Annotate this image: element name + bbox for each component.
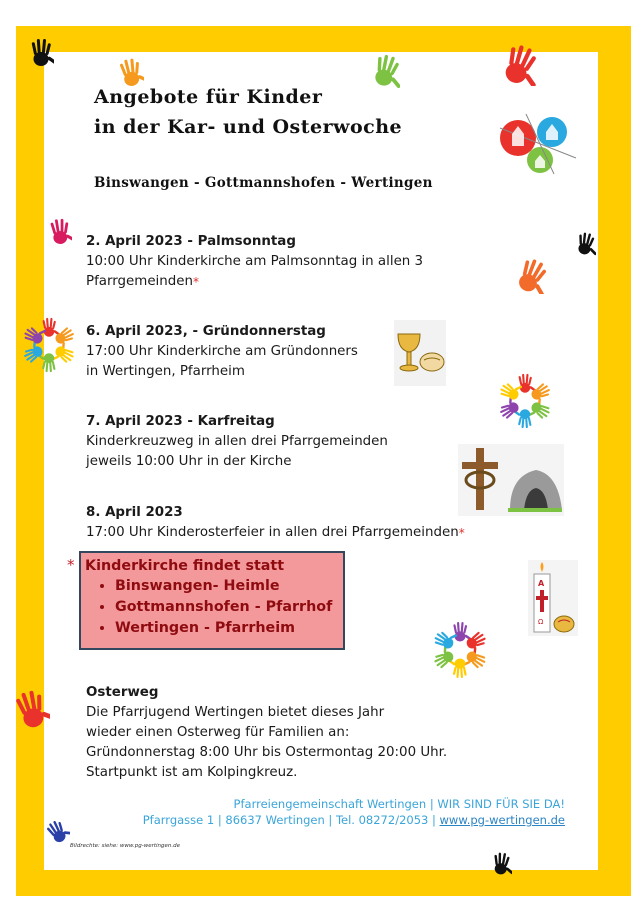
hand-print-icon: [574, 232, 596, 256]
footer-line: Pfarreiengemeinschaft Wertingen | WIR SIND FÜR SIE DA!: [233, 797, 565, 811]
event-text: Kinderkreuzweg in allen drei Pfarrgemeinden: [86, 434, 388, 449]
event-text: jeweils 10:00 Uhr in der Kirche: [86, 454, 292, 469]
event-text: 17:00 Uhr Kinderkirche am Gründonners: [86, 344, 358, 359]
hand-print-icon: [498, 44, 538, 86]
osterweg-section: [86, 683, 546, 783]
event-text: in Wertingen, Pfarrheim: [86, 364, 245, 379]
page-subtitle: Binswangen - Gottmannshofen - Wertingen: [94, 175, 433, 191]
event-gruendonnerstag: [86, 322, 526, 382]
image-credit: Bildrechte: siehe: www.pg-wertingen.de: [70, 843, 181, 849]
event-text: 17:00 Uhr Kinderosterfeier in allen drei Pfarrgemeinden: [86, 525, 459, 540]
svg-text:Ω: Ω: [538, 618, 544, 626]
hand-print-icon: [28, 38, 54, 68]
event-karfreitag: [86, 412, 526, 472]
website-link[interactable]: www.pg-wertingen.de: [439, 813, 565, 827]
title-line: in der Kar- und Osterwoche: [94, 116, 403, 138]
event-heading: 2. April 2023 - Palmsonntag: [86, 234, 296, 249]
section-heading: Osterweg: [86, 685, 159, 700]
section-text: wieder einen Osterweg für Familien an:: [86, 725, 350, 740]
list-item: • Wertingen - Pfarrheim: [115, 618, 343, 639]
hand-circle-icon: [16, 312, 82, 378]
footnote-star: *: [193, 275, 199, 289]
footnote-star: *: [458, 526, 465, 540]
title-line: Angebote für Kinder: [94, 86, 323, 108]
footer-address: Pfarrgasse 1 | 86637 Wertingen | Tel. 08272/2053 |: [142, 813, 440, 827]
kinderkirche-locations-box: [79, 551, 345, 650]
list-item: • Gottmannshofen - Pfarrhof: [115, 597, 343, 618]
hand-print-icon: [490, 852, 512, 876]
parish-logo-icon: [496, 110, 578, 176]
event-text: Pfarrgemeinden: [86, 274, 193, 289]
section-text: Die Pfarrjugend Wertingen bietet dieses Jahr: [86, 705, 385, 720]
event-heading: 7. April 2023 - Karfreitag: [86, 414, 275, 429]
event-heading: 8. April 2023: [86, 505, 183, 520]
footnote-star: *: [67, 556, 75, 574]
easter-candle-icon: [528, 560, 578, 636]
footer-contact: [100, 813, 565, 827]
event-kinderosterfeier: [86, 503, 546, 543]
section-text: Gründonnerstag 8:00 Uhr bis Ostermontag 20:00 Uhr.: [86, 745, 448, 760]
hand-print-icon: [14, 690, 50, 730]
svg-text:A: A: [538, 579, 545, 588]
event-palmsonntag: [86, 232, 526, 292]
page-title: [94, 82, 402, 142]
hand-print-icon: [46, 820, 70, 844]
list-item: • Binswangen- Heimle: [115, 576, 343, 597]
event-heading: 6. April 2023, - Gründonnerstag: [86, 324, 326, 339]
hand-circle-icon: [426, 616, 494, 684]
section-text: Startpunkt ist am Kolpingkreuz.: [86, 765, 298, 780]
event-text: 10:00 Uhr Kinderkirche am Palmsonntag in allen 3: [86, 254, 424, 269]
location-list: [85, 576, 343, 639]
box-heading: Kinderkirche findet statt: [85, 558, 285, 574]
hand-print-icon: [48, 218, 72, 246]
